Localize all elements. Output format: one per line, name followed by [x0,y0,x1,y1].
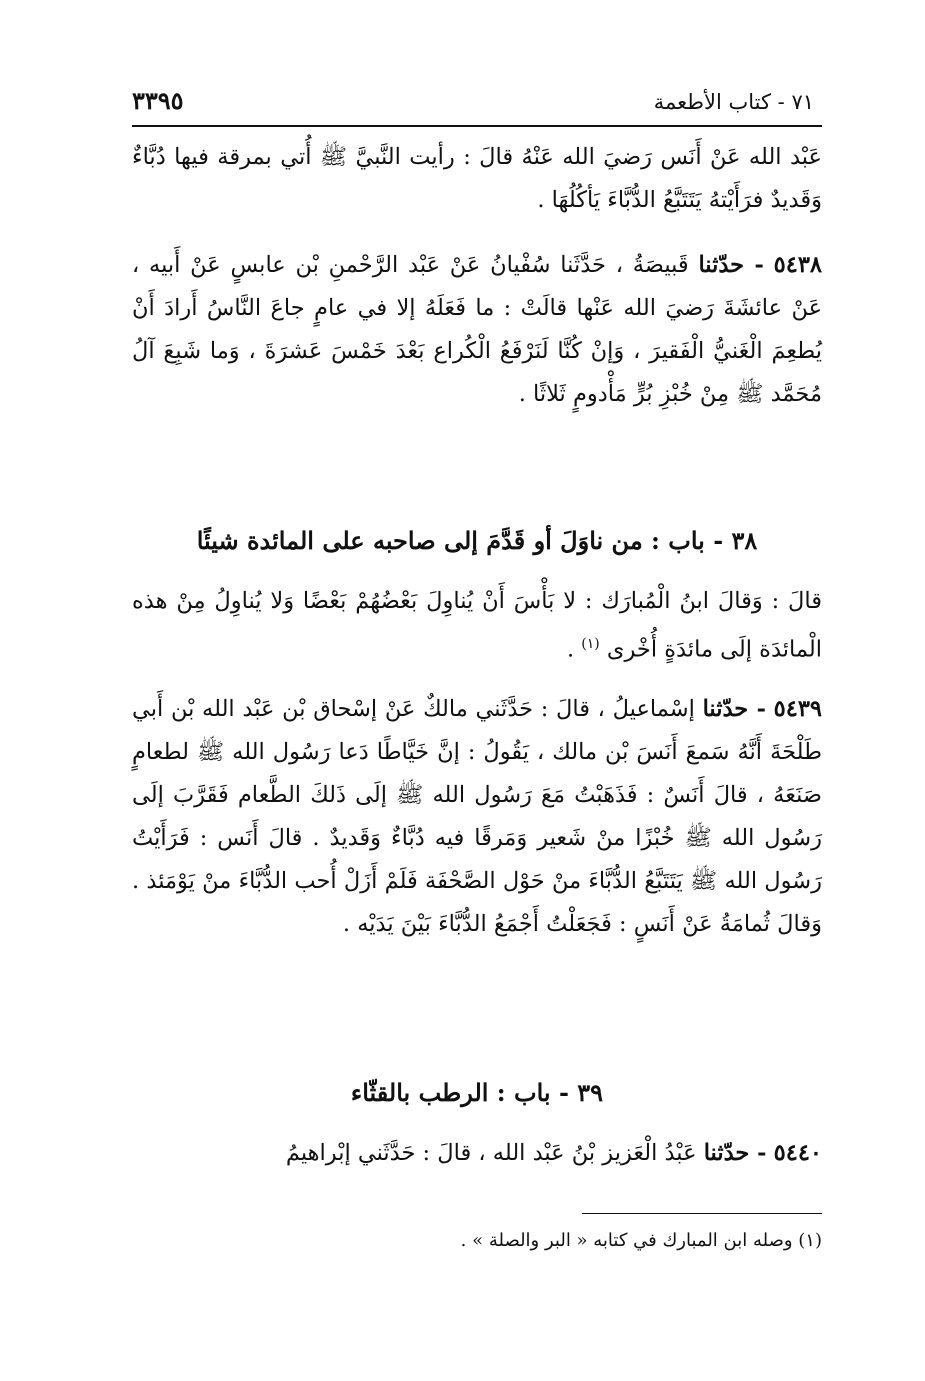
intro-text: عَبْد الله عَنْ أَنَس رَضيَ الله عَنْهُ قالَ : رأيت النَّبيَّ ﷺ أُتي بمرقة فيها دُبَّاءٌ وَقَديدٌ فرَأَيْتهُ يَتَتَبَّعُ الدُّبَّاءَ يَأكُلُهَا . [132,144,822,213]
header-rule [132,125,822,127]
hadith-text: عَبْدُ الْعَزيز بْنُ عَبْد الله ، قالَ : حَدَّثَني إبْراهيمُ [285,1140,697,1166]
hadith-5439: ٥٤٣٩ - حدّثنا إسْماعيلُ ، قالَ : حَدَّثَني مالكٌ عَنْ إسْحاق بْن عَبْد الله بْن أَبي طَلْحَةَ أَنَّهُ سَمعَ أَنَسَ بْن مالك ، يَقُولُ : إنَّ خَيَّاطًا دَعا رَسُول الله ﷺ لطعامٍ صَنَعَهُ ، قالَ أَنَسٌ : فَذَهَبْتُ مَعَ رَسُول الله ﷺ إلَى ذَلكَ الطَّعام فَقَرَّبَ إلَى رَسُول الله ﷺ خُبْزًا منْ شَعير وَمَرقًا فيه دُبَّاءٌ وَقَديدٌ . قالَ أَنَس : فَرَأَيْتُ رَسُول الله ﷺ يَتَتَبَّعُ الدُّبَّاءَ منْ حَوْل الصَّحْفَة فَلَمْ أَزَلْ أُحب الدُّبَّاءَ منْ يَوْمَئذ . وَقالَ ثُمامَةُ عَنْ أَنَسٍ : فَجَعَلْتُ أَجْمَعُ الدُّبَّاءَ بَيْنَ يَدَيْه . [132,696,822,937]
chapter-title: ٧١ - كتاب الأطعمة [653,90,814,114]
hadith-lead: حدّثنا [698,252,745,278]
running-header [132,86,822,126]
hadith-number: ٥٤٤٠ [773,1140,822,1166]
hadith-text: إسْماعيلُ ، قالَ : حَدَّثَني مالكٌ عَنْ إسْحاق بْن عَبْد الله بْن أَبي طَلْحَةَ أَنَّهُ سَمعَ أَنَسَ بْن مالك ، يَقُولُ : إنَّ خَيَّاطًا دَعا رَسُول الله ﷺ لطعامٍ صَنَعَهُ ، قالَ أَنَسٌ : فَذَهَبْتُ مَعَ رَسُول الله ﷺ إلَى ذَلكَ الطَّعام فَقَرَّبَ إلَى رَسُول الله ﷺ خُبْزًا منْ شَعير وَمَرقًا فيه دُبَّاءٌ وَقَديدٌ . قالَ أَنَس : فَرَأَيْتُ رَسُول الله ﷺ يَتَتَبَّعُ الدُّبَّاءَ منْ حَوْل الصَّحْفَة فَلَمْ أَزَلْ أُحب الدُّبَّاءَ منْ يَوْمَئذ . وَقالَ ثُمامَةُ عَنْ أَنَسٍ : فَجَعَلْتُ أَجْمَعُ الدُّبَّاءَ بَيْنَ يَدَيْه . [132,696,822,937]
qala-tail: . [566,636,575,663]
chapter-heading-39: ٣٩ - باب : الرطب بالقثّاء [350,1078,604,1107]
intro-paragraph [132,136,822,222]
footnote: (١) وصله ابن المبارك في كتابه « البر والصلة » . [460,1230,822,1251]
page-number: ٣٣٩٥ [132,86,184,115]
hadith-text: قَبيصَةُ ، حَدَّثَنا سُفْيانُ عَنْ عَبْد الرَّحْمنِ بْن عابسٍ عَنْ أَبيه ، عَنْ عائشَةَ رَضيَ الله عَنْها قالَتْ : ما فَعَلَهُ إلا في عامٍ جاعَ النَّاسُ أَرادَ أَنْ يُطعِمَ الْغَنيُّ الْفَقيرَ ، وَإنْ كُنَّا لَنَرْفَعُ الْكُراع بَعْدَ خَمْسَ عَشرَةَ ، وَما شَبِعَ آلُ مُحَمَّد ﷺ مِنْ خُبْزِ بُرٍّ مَأْدومٍ ثَلاثًا . [132,252,822,407]
footnote-rule [582,1213,822,1214]
hadith-number: ٥٤٣٩ [773,696,822,722]
qala-paragraph [132,580,822,672]
hadith-lead: حدّثنا [703,1140,750,1166]
hadith-number: ٥٤٣٨ [773,252,822,278]
footnote-ref: (١) [581,636,600,652]
hadith-5438: ٥٤٣٨ - حدّثنا قَبيصَةُ ، حَدَّثَنا سُفْيانُ عَنْ عَبْد الرَّحْمنِ بْن عابسٍ عَنْ أَبيه ، عَنْ عائشَةَ رَضيَ الله عَنْها قالَتْ : ما فَعَلَهُ إلا في عامٍ جاعَ النَّاسُ أَرادَ أَنْ يُطعِمَ الْغَنيُّ الْفَقيرَ ، وَإنْ كُنَّا لَنَرْفَعُ الْكُراع بَعْدَ خَمْسَ عَشرَةَ ، وَما شَبِعَ آلُ مُحَمَّد ﷺ مِنْ خُبْزِ بُرٍّ مَأْدومٍ ثَلاثًا . [132,252,822,407]
chapter-heading-38: ٣٨ - باب : من ناوَلَ أو قَدَّمَ إلى صاحبه على المائدة شيئًا [196,526,758,555]
book-page [132,86,822,1306]
hadith-5440: ٥٤٤٠ - حدّثنا عَبْدُ الْعَزيز بْنُ عَبْد الله ، قالَ : حَدَّثَني إبْراهيمُ [285,1140,822,1166]
qala-text: قالَ : وَقالَ ابنُ الْمُبارَك : لا بَأْسَ أَنْ يُناوِلَ بَعْضُهُمْ بَعْضًا وَلا يُناوِلُ مِنْ هذه الْمائدَة إلَى مائدَةٍ أُخْرى [132,588,822,663]
hadith-lead: حدّثنا [702,696,749,722]
